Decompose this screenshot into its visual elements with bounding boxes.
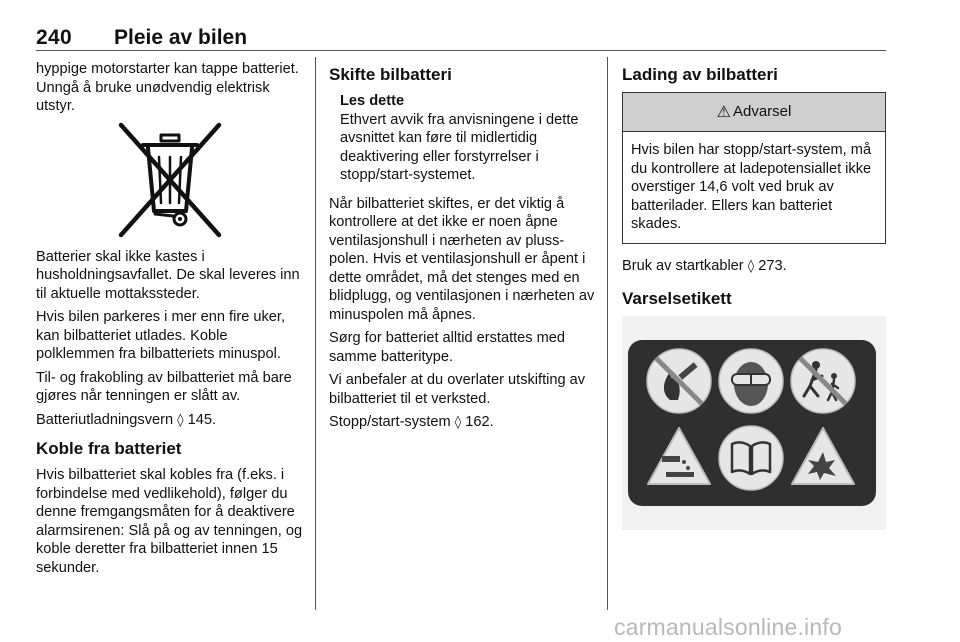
reference-text: Batteriutladningsvern <box>36 411 174 428</box>
paragraph-same-type: Sørg for batteriet alltid erstattes med samme batteritype. <box>329 330 566 365</box>
note-box <box>329 92 595 185</box>
watermark: carmanualsonline.info <box>614 614 842 640</box>
keep-children-away-icon <box>791 349 855 413</box>
page-number: 240 <box>36 26 72 49</box>
no-fire-icon <box>647 349 711 413</box>
reference-page[interactable]: 273. <box>758 257 787 274</box>
page-header <box>36 26 884 52</box>
paragraph-ignition-off: Til- og frakobling av bilbatteriet må bare gjøres når tenningen er slått av. <box>36 369 292 404</box>
battery-warning-label <box>622 316 886 530</box>
warning-text: Hvis bilen har stopp/start-system, må du kontrollere at ladepotensiallet ikke overstiger 14,6 volt ved bruk av batterilader. Ellers kan batteriet skades. <box>631 142 872 232</box>
column-divider-1 <box>315 57 316 610</box>
reference-text: Stopp/start-system <box>329 414 451 430</box>
column-1 <box>36 60 304 582</box>
warning-header <box>623 93 885 132</box>
reference-page[interactable]: 145. <box>187 411 217 428</box>
heading-warning-label: Varselsetikett <box>622 289 732 308</box>
note-text: Ethvert avvik fra anvisningene i dette avsnittet kan føre til midlertidig deaktivering eller forstyrrelser i stopp/start-systemet. <box>340 111 579 183</box>
page-title: Pleie av bilen <box>114 26 248 49</box>
paragraph-battery-drain: hyppige motorstarter kan tappe batteriet. Unngå å bruke unødvendig elektrisk utstyr. <box>36 61 299 114</box>
page-reference-icon: ◊ <box>177 412 184 428</box>
page-reference-icon: ◊ <box>454 415 462 430</box>
paragraph-disconnect-procedure: Hvis bilbatteriet skal kobles fra (f.eks. i forbindelse med vedlikehold), følger du denne fremgangsmåten for å deaktivere alarmsirenen: Slå på og av tenningen, og koble deretter fra bilbatteriet innen 15 sekunder. <box>36 467 303 576</box>
column-divider-2 <box>607 57 608 610</box>
crossed-bin-icon <box>115 121 225 239</box>
heading-charging: Lading av bilbatteri <box>622 65 778 84</box>
column-2 <box>329 60 595 438</box>
read-manual-icon <box>719 426 783 490</box>
paragraph-discharge-protection <box>36 411 304 431</box>
header-rule <box>36 50 886 51</box>
eye-protection-icon <box>719 349 783 413</box>
heading-replace-battery: Skifte bilbatteri <box>329 65 452 84</box>
paragraph-parking: Hvis bilen parkeres i mer enn fire uker, kan bilbatteriet utlades. Koble polklemmen fra bilbatteriets minuspol. <box>36 309 286 362</box>
paragraph-disposal: Batterier skal ikke kastes i husholdningsavfallet. De skal leveres inn til aktuelle mottakssteder. <box>36 248 300 302</box>
warning-box <box>622 92 886 244</box>
reference-text: Bruk av startkabler <box>622 257 744 274</box>
page-reference-icon: ◊ <box>747 258 755 274</box>
paragraph-stop-start-ref <box>329 413 595 433</box>
paragraph-vent-holes: Når bilbatteriet skiftes, er det viktig å kontrollere at det ikke er noen åpne ventilasjonshull i nærheten av pluss-polen. Hvis et ventilasjonshull er åpent i dette området, må det stenges med en blidplugg, og ventilasjonen i nærheten av minuspolen må åpnes. <box>329 195 595 323</box>
reference-page[interactable]: 162. <box>465 414 494 430</box>
warning-title: Advarsel <box>732 102 792 120</box>
column-3 <box>622 60 886 530</box>
heading-disconnect-battery: Koble fra batteriet <box>36 439 182 458</box>
warning-triangle-icon: ⚠ <box>716 101 731 121</box>
note-title: Les dette <box>340 93 405 109</box>
paragraph-jump-start-ref <box>622 257 886 277</box>
paragraph-workshop: Vi anbefaler at du overlater utskifting av bilbatteriet til et verksted. <box>329 372 586 407</box>
